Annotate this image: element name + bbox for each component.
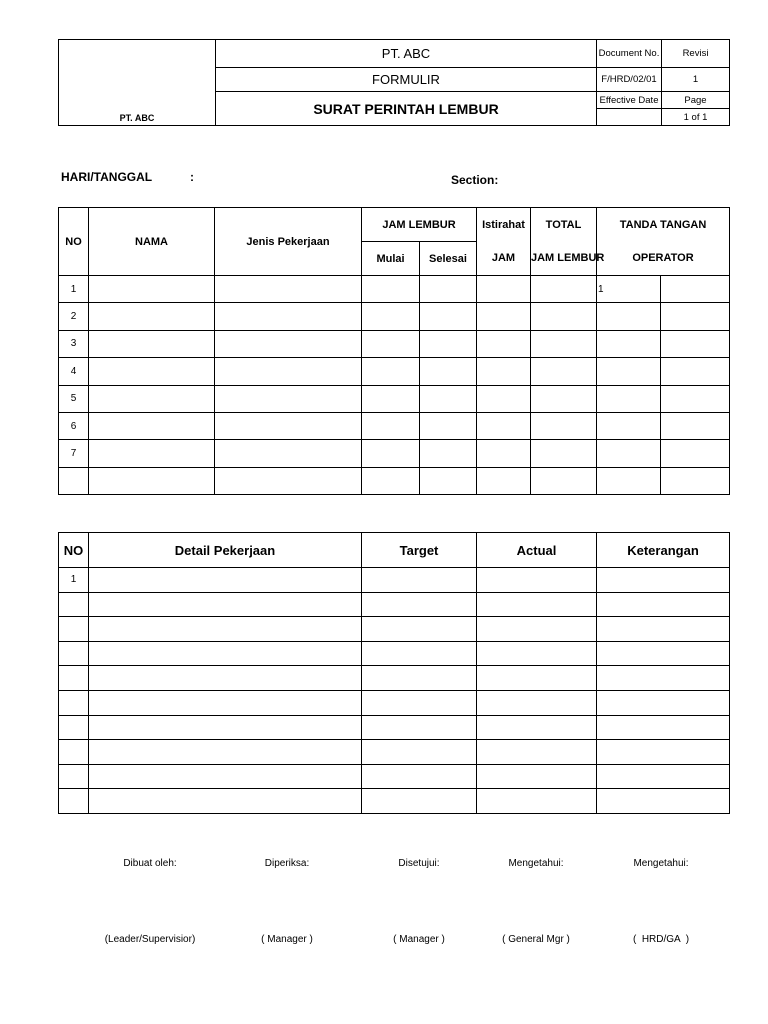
signature-cell[interactable] xyxy=(597,385,661,412)
detail-row xyxy=(59,740,730,765)
effective-date-value xyxy=(597,109,662,126)
col-nama: NAMA xyxy=(89,208,215,276)
signature-cell[interactable] xyxy=(597,440,661,467)
detail-row xyxy=(59,690,730,715)
jenis-pekerjaan-cell[interactable] xyxy=(215,303,362,330)
keterangan-cell[interactable] xyxy=(597,764,730,789)
keterangan-cell[interactable] xyxy=(597,592,730,617)
target-cell[interactable] xyxy=(362,764,477,789)
overtime-rows xyxy=(59,276,730,495)
total-cell[interactable] xyxy=(531,412,597,439)
total-cell[interactable] xyxy=(531,467,597,494)
signature-cell-2[interactable] xyxy=(661,440,730,467)
selesai-cell[interactable] xyxy=(420,276,477,303)
keterangan-cell[interactable] xyxy=(597,641,730,666)
mulai-cell[interactable] xyxy=(362,276,420,303)
overtime-row xyxy=(59,385,730,412)
row-number[interactable] xyxy=(59,467,89,494)
detail-cell[interactable] xyxy=(89,690,362,715)
target-cell[interactable] xyxy=(362,715,477,740)
date-colon: : xyxy=(190,170,194,184)
detail-row xyxy=(59,715,730,740)
company-logo-label: PT. ABC xyxy=(59,40,216,126)
jenis-pekerjaan-cell[interactable] xyxy=(215,276,362,303)
col-selesai: Selesai xyxy=(420,242,477,276)
actual-cell[interactable] xyxy=(477,617,597,642)
istirahat-cell[interactable] xyxy=(477,303,531,330)
signature-role: Mengetahui: xyxy=(633,858,689,869)
detail-cell[interactable] xyxy=(89,740,362,765)
nama-cell[interactable] xyxy=(89,412,215,439)
detail-cell[interactable] xyxy=(89,617,362,642)
signature-role: Mengetahui: xyxy=(508,858,564,869)
istirahat-cell[interactable] xyxy=(477,440,531,467)
col-total-jam-lembur: JAM LEMBUR xyxy=(531,242,597,276)
detail-row xyxy=(59,789,730,814)
col-mulai: Mulai xyxy=(362,242,420,276)
istirahat-cell[interactable] xyxy=(477,412,531,439)
row-number[interactable]: 6 xyxy=(59,412,89,439)
row-number[interactable]: 4 xyxy=(59,358,89,385)
overtime-row xyxy=(59,330,730,357)
istirahat-cell[interactable] xyxy=(477,385,531,412)
istirahat-cell[interactable] xyxy=(477,358,531,385)
row-number[interactable]: 2 xyxy=(59,303,89,330)
keterangan-cell[interactable] xyxy=(597,617,730,642)
col-tanda-tangan: TANDA TANGAN xyxy=(597,208,730,242)
signature-role: Dibuat oleh: xyxy=(123,858,177,869)
row-number xyxy=(59,764,89,789)
nama-cell[interactable] xyxy=(89,440,215,467)
row-number xyxy=(59,715,89,740)
nama-cell[interactable] xyxy=(89,467,215,494)
mulai-cell[interactable] xyxy=(362,303,420,330)
signature-cell[interactable] xyxy=(597,358,661,385)
signature-title: ( HRD/GA ) xyxy=(632,934,690,945)
section-label: Section: xyxy=(451,173,499,187)
nama-cell[interactable] xyxy=(89,358,215,385)
signature-title: ( General Mgr ) xyxy=(502,934,570,945)
signature-cell[interactable] xyxy=(597,412,661,439)
mulai-cell[interactable] xyxy=(362,467,420,494)
overtime-row xyxy=(59,467,730,494)
row-number[interactable]: 5 xyxy=(59,385,89,412)
actual-cell[interactable] xyxy=(477,641,597,666)
doc-no-value: F/HRD/02/01 xyxy=(597,68,662,92)
signature-title: ( Manager ) xyxy=(393,934,445,945)
detail-table xyxy=(58,532,730,814)
detail-row xyxy=(59,641,730,666)
target-cell[interactable] xyxy=(362,592,477,617)
col-jam-lembur: JAM LEMBUR xyxy=(362,208,477,242)
signature-cell[interactable] xyxy=(597,467,661,494)
signature-role: Disetujui: xyxy=(398,858,440,869)
overtime-row xyxy=(59,303,730,330)
total-cell[interactable] xyxy=(531,358,597,385)
target-cell[interactable] xyxy=(362,641,477,666)
signature-cell-2[interactable] xyxy=(661,303,730,330)
actual-cell[interactable] xyxy=(477,690,597,715)
overtime-row xyxy=(59,358,730,385)
col-istirahat-jam: JAM xyxy=(477,242,531,276)
detail-rows xyxy=(59,568,730,814)
selesai-cell[interactable] xyxy=(420,358,477,385)
detail-cell[interactable] xyxy=(89,568,362,593)
keterangan-cell[interactable] xyxy=(597,568,730,593)
total-cell[interactable] xyxy=(531,330,597,357)
keterangan-cell[interactable] xyxy=(597,789,730,814)
detail-row xyxy=(59,617,730,642)
keterangan-cell[interactable] xyxy=(597,690,730,715)
istirahat-cell[interactable] xyxy=(477,467,531,494)
actual-cell[interactable] xyxy=(477,715,597,740)
page-label: Page xyxy=(662,92,730,109)
signature-cell[interactable]: 1 xyxy=(597,276,661,303)
actual-cell[interactable] xyxy=(477,764,597,789)
selesai-cell[interactable] xyxy=(420,412,477,439)
jenis-pekerjaan-cell[interactable] xyxy=(215,412,362,439)
row-number xyxy=(59,789,89,814)
actual-cell[interactable] xyxy=(477,666,597,691)
signature-title: (Leader/Supervisior) xyxy=(104,934,196,945)
signature-cell-2[interactable] xyxy=(661,385,730,412)
document-title: SURAT PERINTAH LEMBUR xyxy=(216,92,597,126)
actual-cell[interactable] xyxy=(477,789,597,814)
total-cell[interactable] xyxy=(531,440,597,467)
mulai-cell[interactable] xyxy=(362,440,420,467)
row-number[interactable]: 1 xyxy=(59,276,89,303)
detail-row xyxy=(59,764,730,789)
keterangan-cell[interactable] xyxy=(597,666,730,691)
revision-value: 1 xyxy=(662,68,730,92)
selesai-cell[interactable] xyxy=(420,385,477,412)
row-number[interactable]: 3 xyxy=(59,330,89,357)
detail-row xyxy=(59,592,730,617)
overtime-row xyxy=(59,440,730,467)
col-operator: OPERATOR xyxy=(597,242,730,276)
total-cell[interactable] xyxy=(531,303,597,330)
detail-row xyxy=(59,666,730,691)
target-cell[interactable] xyxy=(362,666,477,691)
total-cell[interactable] xyxy=(531,385,597,412)
detail-cell[interactable] xyxy=(89,715,362,740)
mulai-cell[interactable] xyxy=(362,358,420,385)
signature-cell[interactable] xyxy=(597,330,661,357)
nama-cell[interactable] xyxy=(89,276,215,303)
signature-cell-2[interactable] xyxy=(661,358,730,385)
keterangan-cell[interactable] xyxy=(597,740,730,765)
col-istirahat: Istirahat xyxy=(477,208,531,242)
detail-cell[interactable] xyxy=(89,592,362,617)
target-cell[interactable] xyxy=(362,690,477,715)
overtime-row xyxy=(59,276,730,303)
jenis-pekerjaan-cell[interactable] xyxy=(215,385,362,412)
row-number xyxy=(59,592,89,617)
row-number xyxy=(59,690,89,715)
total-cell[interactable] xyxy=(531,276,597,303)
detail-cell[interactable] xyxy=(89,666,362,691)
row-number xyxy=(59,641,89,666)
nama-cell[interactable] xyxy=(89,330,215,357)
col-keterangan: Keterangan xyxy=(597,533,730,568)
actual-cell[interactable] xyxy=(477,568,597,593)
target-cell[interactable] xyxy=(362,789,477,814)
page-value: 1 of 1 xyxy=(662,109,730,126)
mulai-cell[interactable] xyxy=(362,412,420,439)
istirahat-cell[interactable] xyxy=(477,276,531,303)
signature-cell-2[interactable] xyxy=(661,467,730,494)
overtime-row xyxy=(59,412,730,439)
jenis-pekerjaan-cell[interactable] xyxy=(215,330,362,357)
mulai-cell[interactable] xyxy=(362,385,420,412)
signature-cell-2[interactable] xyxy=(661,276,730,303)
row-number xyxy=(59,666,89,691)
actual-cell[interactable] xyxy=(477,592,597,617)
signature-cell[interactable] xyxy=(597,303,661,330)
form-type: FORMULIR xyxy=(216,68,597,92)
effective-date-label: Effective Date xyxy=(597,92,662,109)
nama-cell[interactable] xyxy=(89,385,215,412)
signature-role: Diperiksa: xyxy=(264,858,310,869)
col-total: TOTAL xyxy=(531,208,597,242)
mulai-cell[interactable] xyxy=(362,330,420,357)
row-number xyxy=(59,740,89,765)
signature-cell-2[interactable] xyxy=(661,330,730,357)
revision-label: Revisi xyxy=(662,40,730,68)
signature-title: ( Manager ) xyxy=(261,934,313,945)
detail-row xyxy=(59,568,730,593)
selesai-cell[interactable] xyxy=(420,330,477,357)
col-detail-no: NO xyxy=(59,533,89,568)
detail-cell[interactable] xyxy=(89,764,362,789)
col-no: NO xyxy=(59,208,89,276)
document-header xyxy=(58,39,730,126)
company-name: PT. ABC xyxy=(216,40,597,68)
row-number: 1 xyxy=(59,568,89,593)
selesai-cell[interactable] xyxy=(420,467,477,494)
row-number xyxy=(59,617,89,642)
doc-no-label: Document No. xyxy=(597,40,662,68)
jenis-pekerjaan-cell[interactable] xyxy=(215,358,362,385)
jenis-pekerjaan-cell[interactable] xyxy=(215,467,362,494)
date-label: HARI/TANGGAL xyxy=(61,170,153,184)
selesai-cell[interactable] xyxy=(420,440,477,467)
selesai-cell[interactable] xyxy=(420,303,477,330)
actual-cell[interactable] xyxy=(477,740,597,765)
keterangan-cell[interactable] xyxy=(597,715,730,740)
target-cell[interactable] xyxy=(362,568,477,593)
signature-cell-2[interactable] xyxy=(661,412,730,439)
row-number[interactable]: 7 xyxy=(59,440,89,467)
overtime-table xyxy=(58,207,730,495)
col-target: Target xyxy=(362,533,477,568)
target-cell[interactable] xyxy=(362,740,477,765)
detail-cell[interactable] xyxy=(89,641,362,666)
target-cell[interactable] xyxy=(362,617,477,642)
col-actual: Actual xyxy=(477,533,597,568)
col-jenis-pekerjaan: Jenis Pekerjaan xyxy=(215,208,362,276)
nama-cell[interactable] xyxy=(89,303,215,330)
jenis-pekerjaan-cell[interactable] xyxy=(215,440,362,467)
detail-cell[interactable] xyxy=(89,789,362,814)
istirahat-cell[interactable] xyxy=(477,330,531,357)
col-detail-pekerjaan: Detail Pekerjaan xyxy=(89,533,362,568)
